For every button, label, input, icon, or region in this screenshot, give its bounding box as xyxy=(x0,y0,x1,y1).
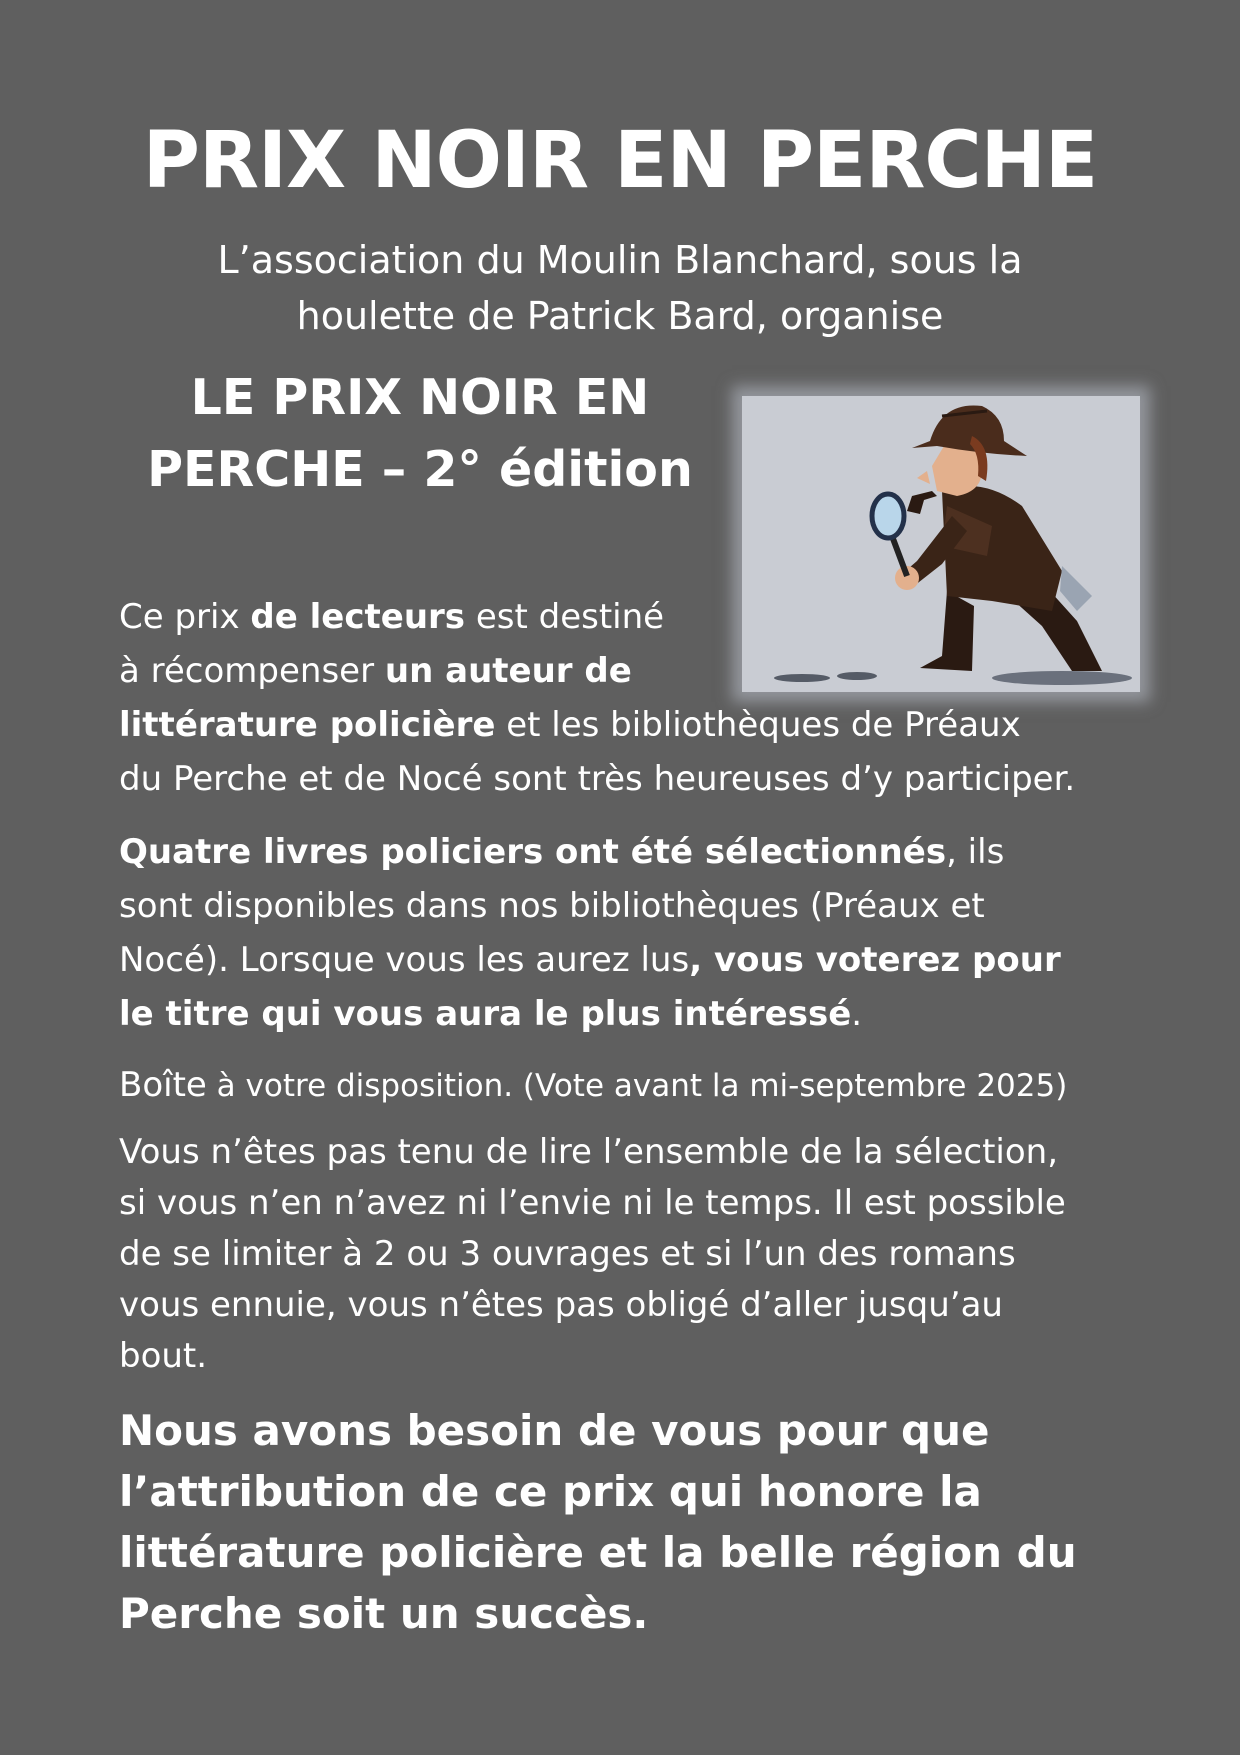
bold-text: Quatre livres policiers ont été sélectionnés xyxy=(119,832,947,872)
text: et les bibliothèques de Préaux xyxy=(495,705,1021,745)
bold-text: le titre qui vous aura le plus intéressé xyxy=(119,994,852,1034)
text: . xyxy=(851,994,863,1034)
text-line: si vous n’en n’avez ni l’envie ni le temps. Il est possible xyxy=(119,1183,1066,1223)
text-line: littérature policière et la belle région du xyxy=(119,1528,1077,1577)
text-line: de se limiter à 2 ou 3 ouvrages et si l’un des romans xyxy=(119,1234,1016,1274)
text: Boîte xyxy=(119,1065,207,1105)
text: est destiné xyxy=(465,597,665,637)
paragraph-call-to-action xyxy=(119,1400,1119,1644)
paragraph-description xyxy=(119,590,1119,806)
paragraph-reading-note xyxy=(119,1127,1119,1382)
text: Ce prix xyxy=(119,597,251,637)
edition-heading-line: PERCHE – 2° édition xyxy=(147,441,693,498)
text: sont disponibles dans nos bibliothèques (Préaux et xyxy=(119,886,985,926)
text: Nocé). Lorsque vous les aurez lus xyxy=(119,940,690,980)
text-line: Perche soit un succès. xyxy=(119,1589,649,1638)
page-title: PRIX NOIR EN PERCHE xyxy=(142,116,1098,206)
intro-text xyxy=(150,232,1090,344)
text-line: Vous n’êtes pas tenu de lire l’ensemble de la sélection, xyxy=(119,1132,1059,1172)
bold-text: de lecteurs xyxy=(250,597,466,637)
paragraph-selection xyxy=(119,825,1119,1041)
text: à récompenser xyxy=(119,651,385,691)
text-line: l’attribution de ce prix qui honore la xyxy=(119,1467,982,1516)
bold-text: un auteur de xyxy=(384,651,632,691)
paragraph-vote-box xyxy=(119,1061,1119,1110)
text: du Perche et de Nocé sont très heureuses d’y participer. xyxy=(119,759,1076,799)
intro-line: houlette de Patrick Bard, organise xyxy=(296,294,944,338)
bold-text: , vous voterez pour xyxy=(689,940,1061,980)
intro-line: L’association du Moulin Blanchard, sous la xyxy=(217,238,1023,282)
text-line: Nous avons besoin de vous pour que xyxy=(119,1406,990,1455)
text: à votre disposition. (Vote avant la mi-septembre 2025) xyxy=(206,1068,1068,1104)
text: , ils xyxy=(946,832,1005,872)
bold-text: littérature policière xyxy=(119,705,496,745)
text-line: vous ennuie, vous n’êtes pas obligé d’aller jusqu’au xyxy=(119,1285,1003,1325)
edition-heading-line: LE PRIX NOIR EN xyxy=(190,369,650,426)
text-line: bout. xyxy=(119,1336,208,1376)
edition-heading xyxy=(120,362,720,506)
